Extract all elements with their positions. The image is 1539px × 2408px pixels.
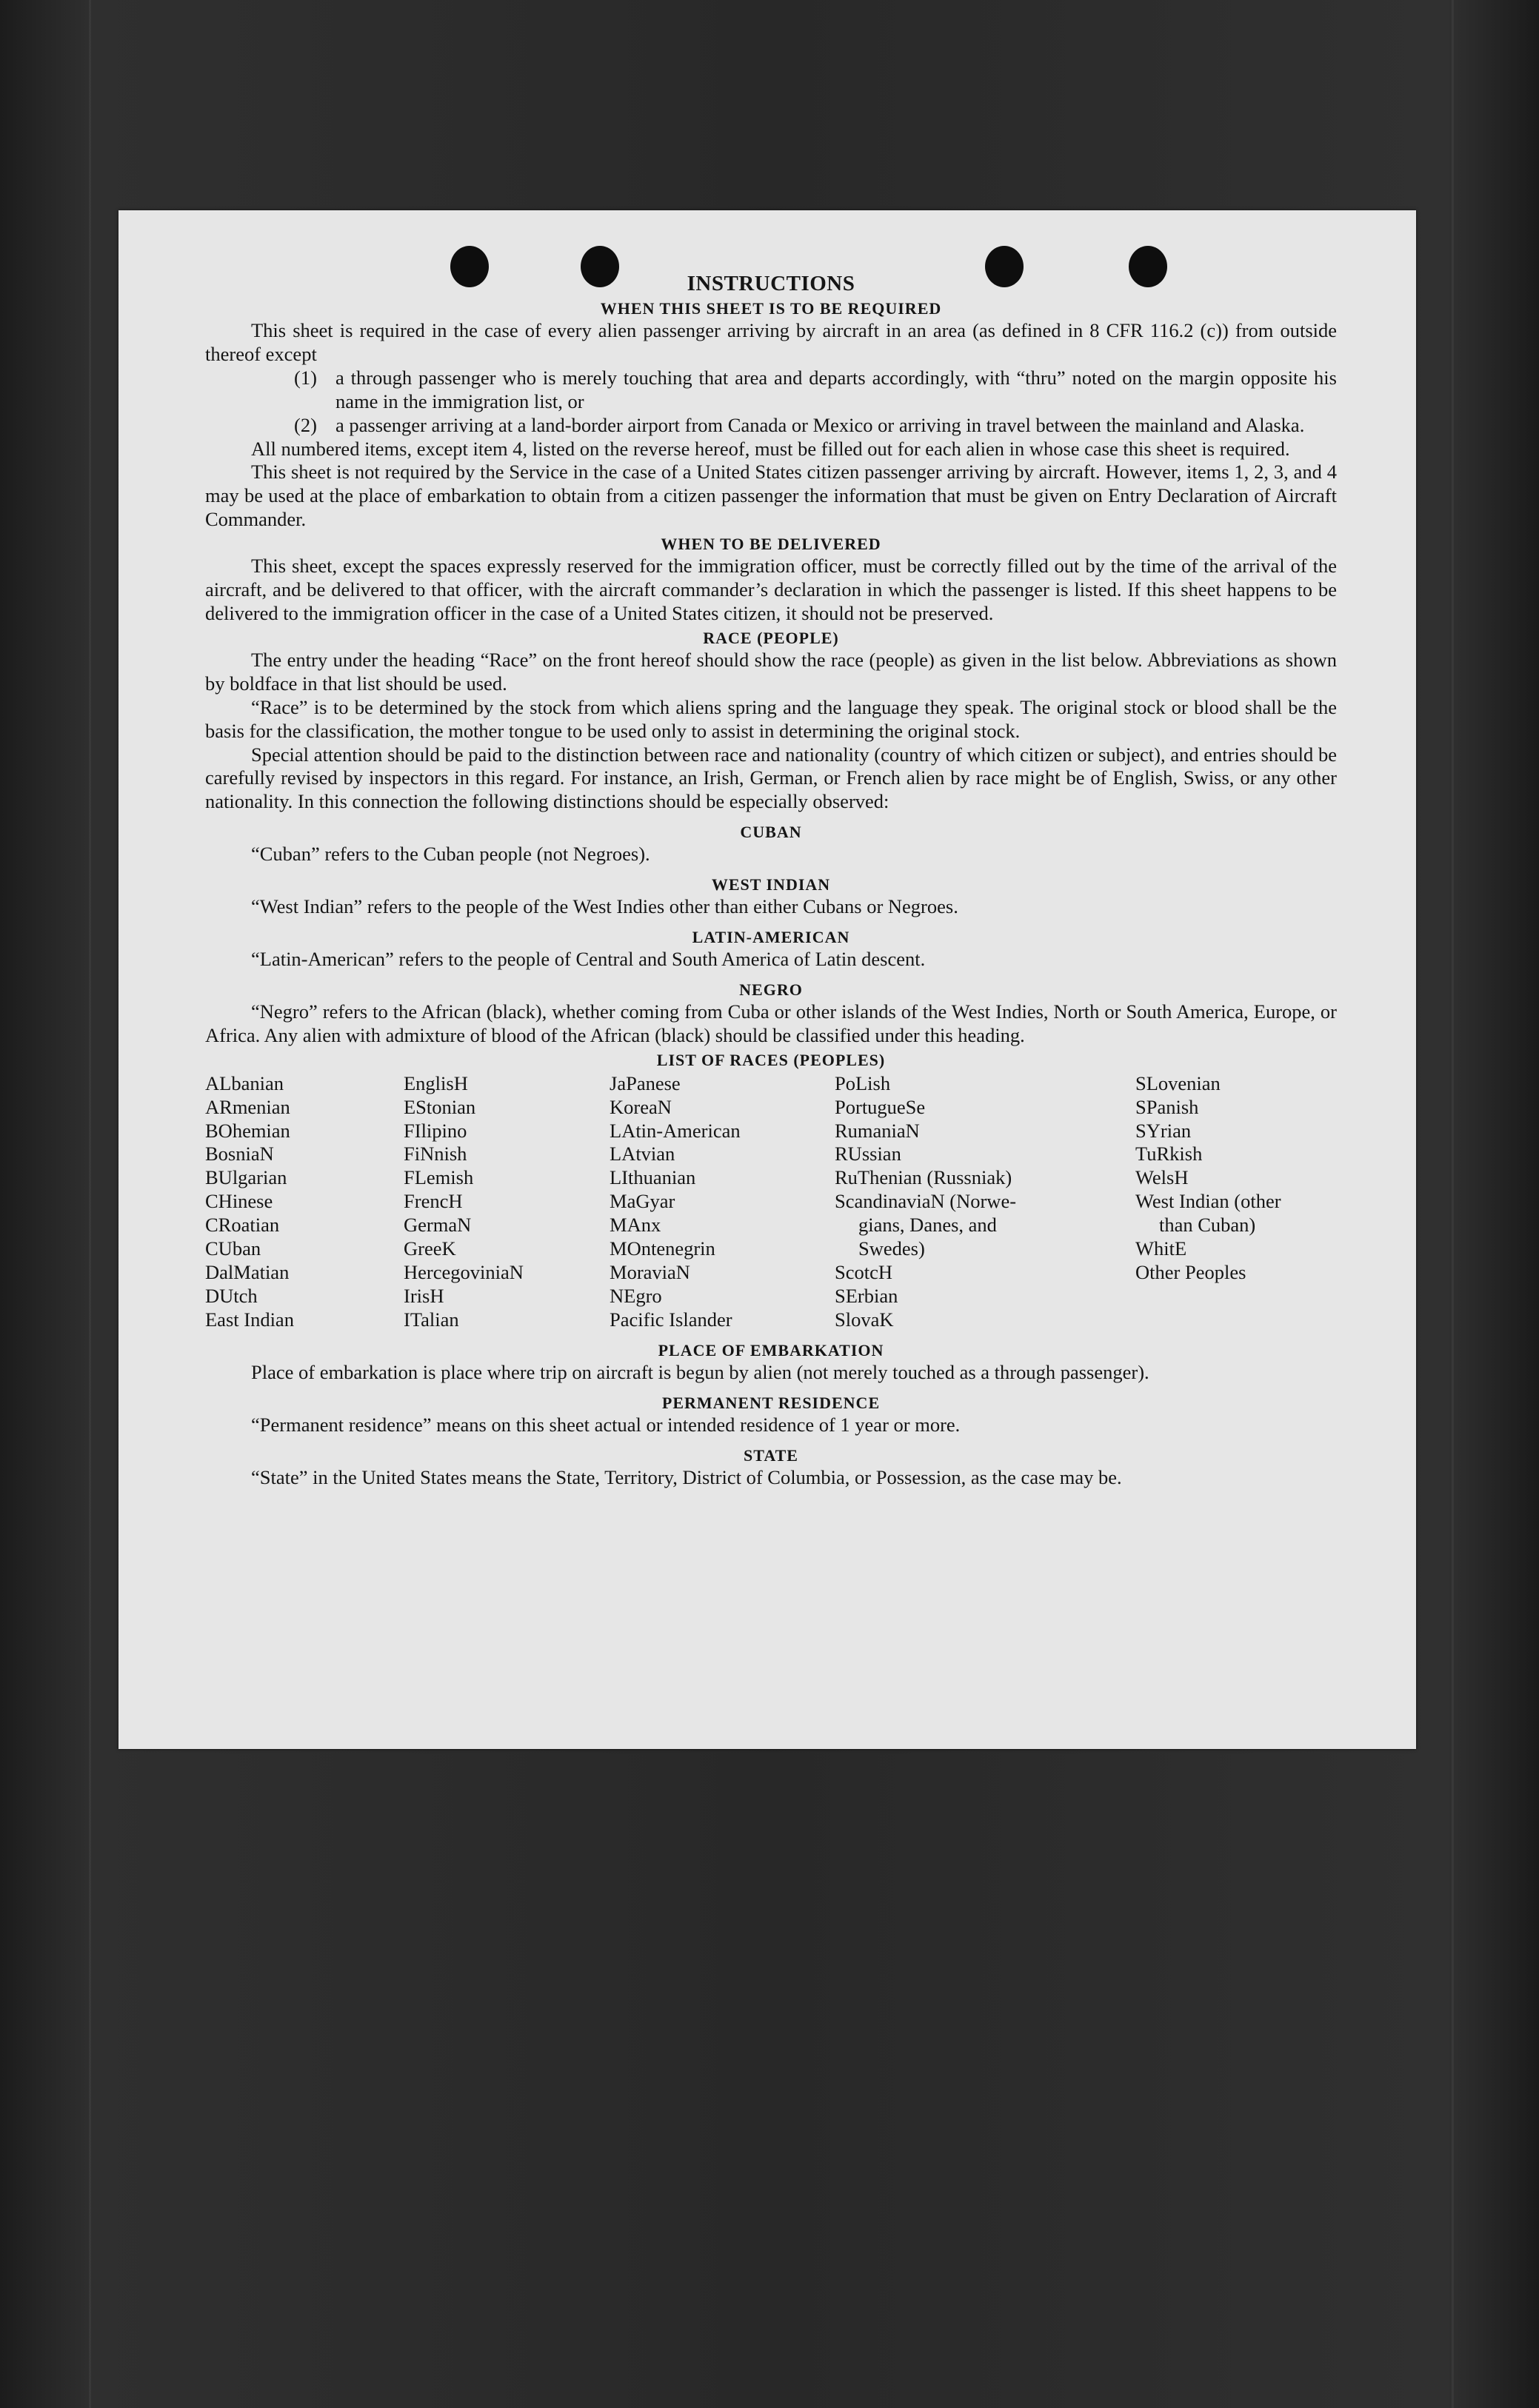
- exception-item-2: [205, 414, 1337, 438]
- race-entry: SLovenian: [1135, 1071, 1221, 1094]
- race-entry: KoreaN: [610, 1095, 672, 1118]
- race-entry: ARmenian: [205, 1095, 290, 1118]
- race-entry: MAnx: [610, 1214, 661, 1237]
- race-column-5: [1135, 1072, 1337, 1332]
- heading-list-of-races: LIST OF RACES (PEOPLES): [656, 1050, 886, 1069]
- item-number: (2): [294, 413, 317, 436]
- race-entry: DUtch: [205, 1284, 258, 1307]
- race-entry: East Indian: [205, 1308, 294, 1331]
- race-column-3: [610, 1072, 835, 1332]
- race-entry: LIthuanian: [610, 1166, 696, 1189]
- paragraph-latin-american: “Latin-American” refers to the people of Central and South America of Latin descent.: [251, 948, 926, 971]
- race-entry: West Indian (other: [1135, 1190, 1281, 1213]
- race-entry: LAtin-American: [610, 1119, 741, 1142]
- paragraph-embarkation: Place of embarkation is place where trip on aircraft is begun by alien (not merely touched as a through passenger).: [251, 1360, 1149, 1383]
- race-entry: WelsH: [1135, 1166, 1189, 1189]
- race-entry: FLemish: [404, 1166, 474, 1189]
- page-title: INSTRUCTIONS: [687, 272, 855, 295]
- race-entry: ITalian: [404, 1308, 459, 1331]
- race-entry: CRoatian: [205, 1214, 280, 1237]
- race-entry: MOntenegrin: [610, 1237, 715, 1260]
- race-entry: TuRkish: [1135, 1143, 1203, 1165]
- paragraph-cuban: “Cuban” refers to the Cuban people (not Negroes).: [251, 843, 650, 866]
- race-entry: FrencH: [404, 1190, 463, 1213]
- race-entry: HercegoviniaN: [404, 1261, 524, 1283]
- race-column-4: [835, 1072, 1135, 1332]
- race-entry: DalMatian: [205, 1261, 290, 1283]
- exception-item-1: [205, 367, 1337, 414]
- heading-west-indian: WEST INDIAN: [711, 875, 831, 894]
- race-entry: BosniaN: [205, 1143, 274, 1165]
- race-column-2: [404, 1072, 610, 1332]
- race-entry: ScotcH: [835, 1261, 893, 1283]
- heading-latin-american: LATIN-AMERICAN: [692, 928, 850, 947]
- race-entry: RumaniaN: [835, 1119, 920, 1142]
- race-entry: BUlgarian: [205, 1166, 287, 1189]
- race-entry: RUssian: [835, 1143, 901, 1165]
- scan-streak: [1452, 0, 1454, 2408]
- paragraph-race-nationality: Special attention should be paid to the distinction between race and nationality (country of which citizen or subject), and entries should be carefully revised by inspectors in this regard. For instance, an Irish, German, or French alien by race might be of English, Swiss, or any other nationality. In this connection the following distinctions should be especially observed:: [205, 743, 1337, 813]
- race-entry-continued: gians, Danes, and: [858, 1214, 997, 1237]
- item-text: a through passenger who is merely touching that area and departs accordingly, with “thru” noted on the margin opposite his name in the immigration list, or: [335, 366, 1337, 412]
- heading-permanent-residence: PERMANENT RESIDENCE: [661, 1393, 881, 1412]
- paragraph-required-intro: This sheet is required in the case of every alien passenger arriving by aircraft in an area (as defined in 8 CFR 116.2 (c)) from outside thereof except: [205, 319, 1337, 365]
- scan-streak: [89, 0, 91, 2408]
- race-entry: EStonian: [404, 1095, 476, 1118]
- race-entry-continued: than Cuban): [1159, 1214, 1256, 1237]
- race-entry-continued: Swedes): [858, 1237, 925, 1260]
- race-entry: SErbian: [835, 1284, 898, 1307]
- item-number: (1): [294, 366, 317, 389]
- paragraph-race-definition: “Race” is to be determined by the stock from which aliens spring and the language they speak. The original stock or blood shall be the basis for the classification, the mother tongue to be used only to assist in determining the original stock.: [205, 695, 1337, 742]
- heading-race: RACE (PEOPLE): [703, 628, 839, 647]
- item-text: a passenger arriving at a land-border airport from Canada or Mexico or arriving in travel between the mainland and Alaska.: [335, 413, 1305, 436]
- paragraph-state: “State” in the United States means the State, Territory, District of Columbia, or Possession, as the case may be.: [251, 1465, 1122, 1488]
- race-entry: SYrian: [1135, 1119, 1192, 1142]
- paragraph-citizen-passenger: This sheet is not required by the Service in the case of a United States citizen passenger arriving by aircraft. However, items 1, 2, 3, and 4 may be used at the place of embarkation to obtain from a citizen passenger the information that must be given on Entry Declaration of Aircraft Commander.: [205, 461, 1337, 531]
- race-entry: IrisH: [404, 1284, 444, 1307]
- race-entry: BOhemian: [205, 1119, 290, 1142]
- paragraph-numbered-items: All numbered items, except item 4, listed on the reverse hereof, must be filled out for each alien in whose case this sheet is required.: [251, 437, 1290, 460]
- document-sheet: [118, 210, 1416, 1749]
- race-entry: ALbanian: [205, 1071, 284, 1094]
- race-entry: SlovaK: [835, 1308, 894, 1331]
- race-list: [205, 1072, 1337, 1332]
- paragraph-residence: “Permanent residence” means on this sheet actual or intended residence of 1 year or more.: [251, 1413, 961, 1436]
- race-entry: Pacific Islander: [610, 1308, 732, 1331]
- race-entry: ScandinaviaN (Norwe-: [835, 1190, 1017, 1213]
- heading-place-of-embarkation: PLACE OF EMBARKATION: [658, 1340, 884, 1359]
- heading-negro: NEGRO: [739, 980, 803, 999]
- race-entry: MaGyar: [610, 1190, 675, 1213]
- heading-state: STATE: [744, 1445, 798, 1465]
- heading-cuban: CUBAN: [740, 823, 802, 842]
- race-entry: GreeK: [404, 1237, 456, 1260]
- paragraph-west-indian: “West Indian” refers to the people of the West Indies other than either Cubans or Negroes.: [251, 895, 958, 918]
- race-entry: EnglisH: [404, 1071, 468, 1094]
- race-entry: NEgro: [610, 1284, 662, 1307]
- race-entry: WhitE: [1135, 1237, 1187, 1260]
- race-column-1: [205, 1072, 404, 1332]
- race-entry: JaPanese: [610, 1071, 681, 1094]
- race-entry: GermaN: [404, 1214, 472, 1237]
- race-entry: FiNnish: [404, 1143, 467, 1165]
- paragraph-delivery: This sheet, except the spaces expressly reserved for the immigration officer, must be correctly filled out by the time of the arrival of the aircraft, and be delivered to that officer, with the aircraft commander’s declaration in which the passenger is listed. If this sheet happens to be delivered to the immigration officer in the case of a United States citizen, it should not be preserved.: [205, 555, 1337, 624]
- race-entry: FIlipino: [404, 1119, 467, 1142]
- race-entry: Other Peoples: [1135, 1261, 1246, 1283]
- heading-when-delivered: WHEN TO BE DELIVERED: [661, 535, 881, 554]
- instructions-body: [205, 271, 1337, 1489]
- race-entry: MoraviaN: [610, 1261, 690, 1283]
- paragraph-race-entry: The entry under the heading “Race” on the front hereof should show the race (people) as given in the list below. Abbreviations as shown by boldface in that list should be used.: [205, 648, 1337, 695]
- race-entry: CUban: [205, 1237, 261, 1260]
- paragraph-negro: “Negro” refers to the African (black), whether coming from Cuba or other islands of the West Indies, North or South America, Europe, or Africa. Any alien with admixture of blood of the African (black) should be classified under this heading.: [205, 1000, 1337, 1046]
- race-entry: LAtvian: [610, 1143, 675, 1165]
- heading-when-required: WHEN THIS SHEET IS TO BE REQUIRED: [600, 299, 942, 318]
- race-entry: CHinese: [205, 1190, 273, 1213]
- race-entry: PortugueSe: [835, 1095, 926, 1118]
- race-entry: RuThenian (Russniak): [835, 1166, 1012, 1189]
- race-entry: SPanish: [1135, 1095, 1199, 1118]
- race-entry: PoLish: [835, 1071, 891, 1094]
